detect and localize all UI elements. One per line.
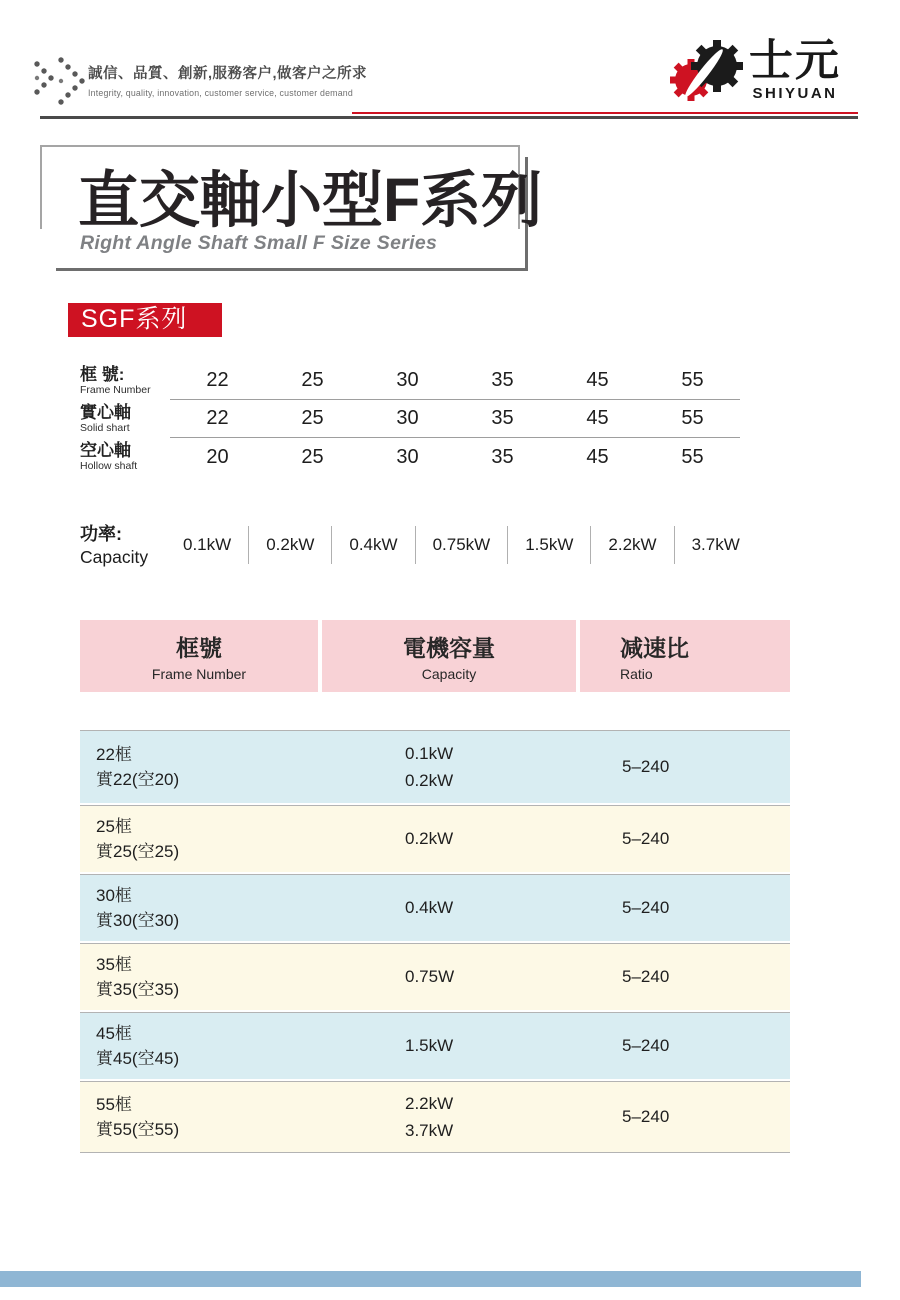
table-header-ratio: [580, 620, 790, 692]
table-row: [80, 730, 790, 803]
spec-row-label: [80, 442, 170, 473]
capacity-value: 1.5kW: [507, 526, 590, 564]
table-row: [80, 1081, 790, 1153]
capacity-line: 0.4kW: [405, 898, 454, 917]
capacity-cell: [405, 806, 622, 872]
spec-label-zh: 實心軸: [80, 402, 131, 422]
table-row: [80, 874, 790, 941]
logo-english: SHIYUAN: [752, 85, 838, 103]
spec-value: 22: [206, 369, 229, 391]
table-row: [80, 943, 790, 1010]
ratio-value: 5–240: [622, 1036, 670, 1055]
spec-label-en: Solid shart: [80, 422, 130, 435]
capacity-value: 0.4kW: [331, 526, 414, 564]
spec-value: 45: [586, 445, 609, 468]
spec-label-zh: 空心軸: [80, 440, 131, 460]
spec-value: 45: [586, 369, 609, 391]
header-capacity-zh: 電機容量: [403, 635, 495, 661]
frame-line2: 實55(空55): [96, 1120, 180, 1139]
table-header-frame-number: [80, 620, 318, 692]
frame-line2: 實45(空45): [96, 1049, 180, 1068]
frame-line2: 實25(空25): [96, 842, 180, 861]
capacity-value: 3.7kW: [674, 526, 757, 564]
capacity-strip: [80, 524, 757, 567]
frame-line1: 22框: [96, 745, 132, 764]
capacity-value: 2.2kW: [590, 526, 673, 564]
ratio-cell: [622, 731, 790, 803]
spec-value: 55: [681, 369, 704, 391]
ratio-cell: [622, 806, 790, 872]
capacity-line: 2.2kW: [405, 1093, 454, 1113]
frame-cell: [80, 875, 405, 941]
spec-value: 22: [206, 407, 229, 429]
footer-bar: [0, 1271, 861, 1287]
header-grey-rule: [40, 116, 858, 119]
spec-row: [80, 438, 740, 476]
frame-line1: 55框: [96, 1095, 132, 1114]
header-red-rule: [352, 112, 858, 114]
frame-line1: 45框: [96, 1024, 132, 1043]
spec-label-zh: 框 號:: [80, 364, 125, 384]
frame-line1: 35框: [96, 955, 132, 974]
spec-row-values: [170, 362, 740, 400]
ratio-value: 5–240: [622, 1107, 670, 1126]
spec-table: [80, 730, 790, 1153]
capacity-label: [80, 524, 166, 567]
frame-line2: 實35(空35): [96, 980, 180, 999]
motto-english: Integrity, quality, innovation, customer service, customer demand: [88, 88, 353, 98]
page-subtitle: Right Angle Shaft Small F Size Series: [80, 232, 438, 254]
capacity-line: 0.2kW: [405, 770, 454, 790]
capacity-value: 0.2kW: [248, 526, 331, 564]
capacity-cell: [405, 875, 622, 941]
page-title: 直交軸小型F系列: [78, 166, 543, 234]
capacity-line: 3.7kW: [405, 1120, 454, 1140]
capacity-values: [166, 526, 757, 564]
spec-value: 35: [491, 369, 514, 391]
frame-line1: 25框: [96, 817, 132, 836]
spec-value: 25: [301, 445, 324, 468]
frame-line1: 30框: [96, 886, 132, 905]
spec-value: 30: [396, 369, 419, 391]
table-row: [80, 1012, 790, 1079]
ratio-cell: [622, 875, 790, 941]
capacity-label-en: Capacity: [80, 546, 149, 567]
table-row: [80, 805, 790, 872]
frame-cell: [80, 944, 405, 1010]
capacity-cell: [405, 944, 622, 1010]
company-logo: [670, 38, 841, 111]
logo-chinese: 士元: [749, 36, 841, 85]
frame-line2: 實22(空20): [96, 770, 180, 789]
spec-row-values: [170, 438, 740, 476]
capacity-cell: [405, 731, 622, 803]
ratio-cell: [622, 1082, 790, 1152]
header-ratio-zh: 减速比: [620, 635, 689, 661]
spec-row-label: [80, 404, 170, 435]
frame-cell: [80, 731, 405, 803]
spec-row-values: [170, 400, 740, 438]
frame-cell: [80, 1013, 405, 1079]
spec-value: 55: [681, 407, 704, 429]
spec-label-en: Frame Number: [80, 384, 151, 397]
capacity-line: 1.5kW: [405, 1036, 454, 1055]
spec-value: 30: [396, 445, 419, 468]
spec-value: 30: [396, 407, 419, 429]
capacity-line: 0.2kW: [405, 829, 454, 848]
spec-row: [80, 362, 740, 400]
spec-row: [80, 400, 740, 438]
header-capacity-en: Capacity: [421, 666, 477, 682]
frame-line2: 實30(空30): [96, 911, 180, 930]
header-ratio-en: Ratio: [620, 666, 653, 682]
ratio-cell: [622, 1013, 790, 1079]
gears-logo-icon: [670, 38, 748, 111]
header-frame-zh: 框號: [176, 635, 222, 661]
ratio-value: 5–240: [622, 757, 670, 776]
series-badge: SGF系列: [68, 303, 222, 337]
table-header-capacity: [322, 620, 576, 692]
capacity-line: 0.75W: [405, 967, 455, 986]
motto-chinese: 誠信、品質、創新,服務客户,做客户之所求: [88, 66, 368, 82]
table-header: [80, 620, 790, 692]
capacity-cell: [405, 1082, 622, 1152]
capacity-line: 0.1kW: [405, 743, 454, 763]
ratio-cell: [622, 944, 790, 1010]
dots-chevron-icon: [33, 56, 87, 119]
ratio-value: 5–240: [622, 898, 670, 917]
capacity-value: 0.75kW: [415, 526, 508, 564]
spec-value: 55: [681, 445, 704, 468]
spec-value: 25: [301, 407, 324, 429]
capacity-value: 0.1kW: [183, 535, 232, 555]
spec-value: 35: [491, 445, 514, 468]
frame-number-specs: [80, 362, 740, 476]
header-frame-en: Frame Number: [151, 666, 247, 682]
spec-value: 25: [301, 369, 324, 391]
ratio-value: 5–240: [622, 829, 670, 848]
spec-row-label: [80, 366, 170, 397]
spec-value: 35: [491, 407, 514, 429]
capacity-cell: [405, 1013, 622, 1079]
spec-label-en: Hollow shaft: [80, 460, 138, 473]
ratio-value: 5–240: [622, 967, 670, 986]
spec-value: 20: [206, 445, 229, 468]
capacity-label-zh: 功率:: [80, 524, 122, 544]
frame-cell: [80, 806, 405, 872]
spec-value: 45: [586, 407, 609, 429]
company-motto: [88, 62, 367, 98]
frame-cell: [80, 1082, 405, 1152]
